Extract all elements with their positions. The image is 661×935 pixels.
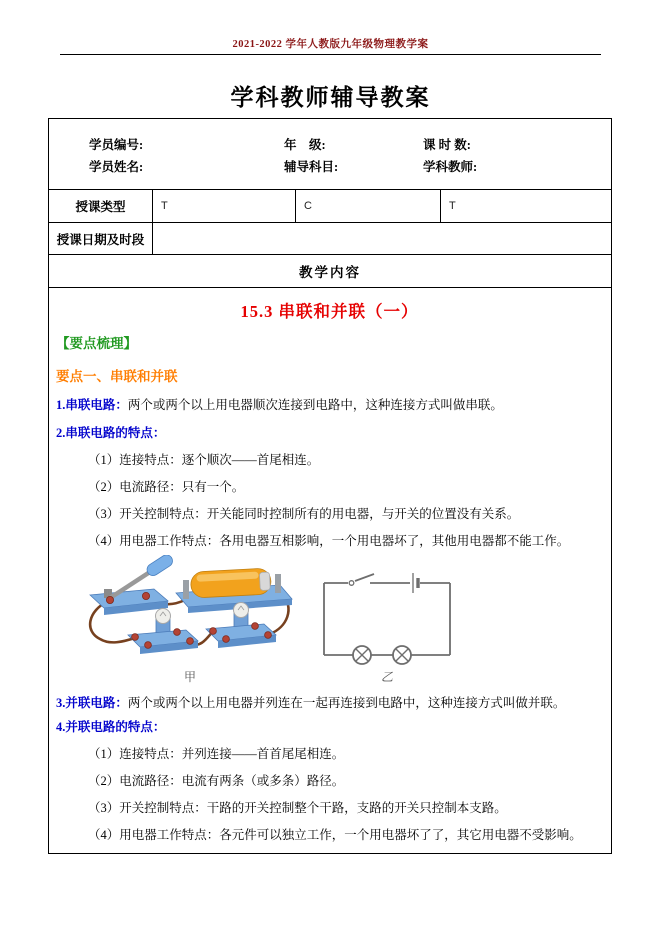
teaching-content-header: 教学内容 (49, 254, 611, 287)
parallel-definition (56, 695, 603, 711)
series-feature-1: （1）连接特点：逐个顺次——首尾相连。 (88, 453, 320, 467)
field-student-name: 学员姓名: (89, 160, 144, 174)
field-lesson-count: 课 时 数: (423, 138, 471, 152)
parallel-features-heading (56, 719, 603, 735)
series-definition-term: 1.串联电路： (56, 398, 128, 412)
diagram-label: 乙 (380, 670, 393, 684)
lesson-date-label: 授课日期及时段 (49, 223, 153, 254)
lesson-type-value-1: T (153, 190, 296, 222)
series-feature-2: （2）电流路径：只有一个。 (88, 480, 245, 494)
page-title: 学科教师辅导教案 (230, 85, 431, 110)
field-subject: 辅导科目: (284, 160, 339, 174)
lesson-date-row (49, 222, 611, 254)
lesson-type-value-3: T (449, 200, 456, 212)
header-note: 2021-2022 学年人教版九年级物理教学案 (232, 39, 429, 50)
circuit-figure (84, 555, 603, 685)
parallel-feature-1: （1）连接特点：并列连接——首首尾尾相连。 (88, 747, 345, 761)
header-divider (60, 54, 601, 55)
circuit-schematic-figure (312, 569, 462, 685)
teaching-content-body (49, 287, 611, 853)
point-one-heading: 要点一、串联和并联 (56, 369, 178, 384)
series-circuit-photo (84, 555, 296, 667)
series-feature-4: （4）用电器工作特点：各用电器互相影响，一个用电器坏了，其他用电器都不能工作。 (88, 534, 570, 548)
photo-label: 甲 (183, 670, 196, 684)
lesson-date-value (153, 223, 611, 254)
student-info-line-1 (49, 135, 611, 157)
lesson-type-label: 授课类型 (49, 190, 153, 222)
knife-switch (90, 555, 175, 615)
parallel-feature-2: （2）电流路径：电流有两条（或多条）路径。 (88, 774, 345, 788)
outline-heading: 【要点梳理】 (56, 336, 137, 351)
circuit-photo-figure (84, 555, 296, 685)
student-info-line-2 (49, 157, 611, 179)
series-features-term: 2.串联电路的特点： (56, 426, 166, 440)
lesson-title: 15.3 串联和并联（一） (240, 302, 419, 321)
series-definition-text: 两个或两个以上用电器顺次连接到电路中，这种连接方式叫做串联。 (127, 398, 503, 412)
parallel-feature-3: （3）开关控制特点：干路的开关控制整个干路，支路的开关只控制本支路。 (88, 801, 507, 815)
field-student-id: 学员编号: (89, 138, 144, 152)
field-teacher: 学科教师: (423, 160, 478, 174)
parallel-feature-4: （4）用电器工作特点：各元件可以独立工作，一个用电器坏了了，其它用电器不受影响。 (88, 828, 582, 842)
parallel-definition-term: 3.并联电路： (56, 696, 128, 710)
bulb-holder-1 (128, 609, 198, 655)
parallel-features-term: 4.并联电路的特点： (56, 720, 166, 734)
series-features-heading (56, 425, 603, 441)
series-feature-3: （3）开关控制特点：开关能同时控制所有的用电器，与开关的位置没有关系。 (88, 507, 520, 521)
info-table (48, 118, 612, 854)
parallel-definition-text: 两个或两个以上用电器并列连在一起再连接到电路中，这种连接方式叫做并联。 (127, 696, 566, 710)
lesson-type-row (49, 189, 611, 222)
student-info-row (49, 119, 611, 189)
series-definition (56, 397, 603, 413)
series-circuit-diagram (312, 569, 462, 667)
field-grade: 年 级: (284, 138, 326, 152)
lesson-type-value-2: C (296, 190, 441, 222)
